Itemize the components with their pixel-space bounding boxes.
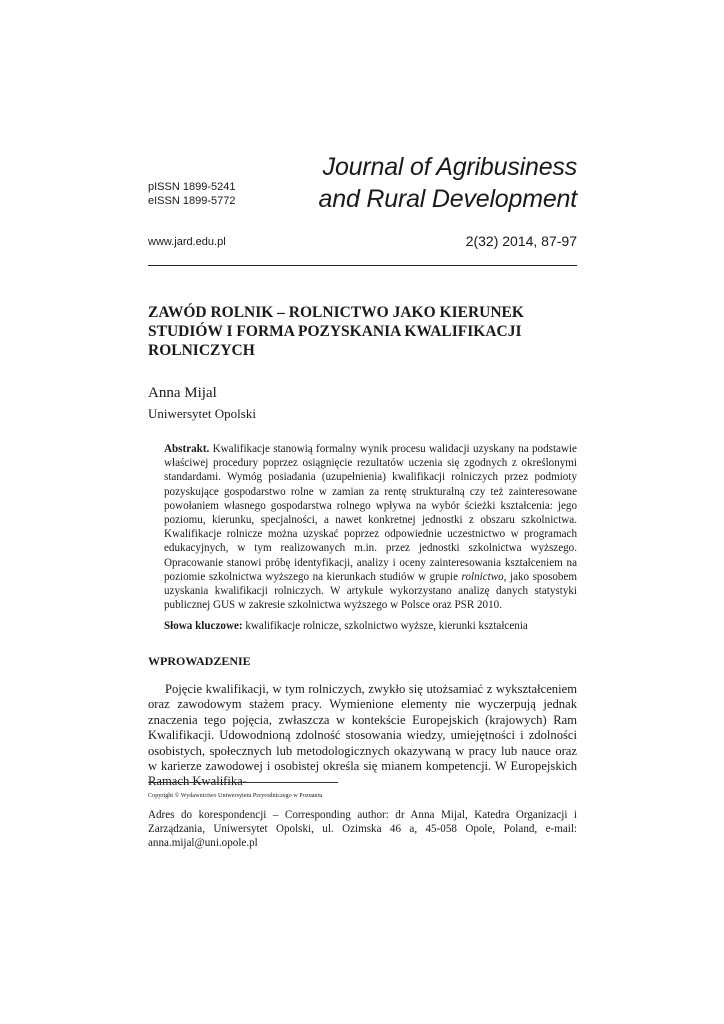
header-divider bbox=[148, 265, 577, 266]
article-title-line1: ZAWÓD ROLNIK – ROLNICTWO JAKO KIERUNEK bbox=[148, 304, 524, 321]
journal-website: www.jard.edu.pl bbox=[148, 236, 226, 248]
author-affiliation: Uniwersytet Opolski bbox=[148, 406, 256, 421]
pissn: pISSN 1899-5241 bbox=[148, 181, 236, 193]
correspondence-text: Adres do korespondencji – Corresponding author: dr Anna Mijal, Katedra Organizacji i Zarządzania, Uniwersytet Opolski, ul. Ozimska 46 a, 45-058 Opole, Poland, e-mail: anna.mijal@uni.opole.pl bbox=[148, 809, 577, 850]
body-paragraph: Pojęcie kwalifikacji, w tym rolniczych, zwykło się utożsamiać z wykształceniem oraz zawodowym stażem pracy. Wymienione elementy nie wyczerpują jednak znaczenia tego pojęcia, zwłaszcza w kontekście Europejskich (krajowych) Ram Kwalifikacji. Udowodnioną zdolność stosowania wiedzy, umiejętności i zdolności osobistych, społecznych lub metodologicznych okazywaną w pracy lub nauce oraz w karierze zawodowej i osobistej określa się mianem kompetencji. W Europejskich Ramach Kwalifika- bbox=[148, 682, 577, 789]
keywords bbox=[164, 619, 577, 633]
journal-title-line1: Journal of Agribusiness bbox=[322, 153, 577, 181]
abstract-italic-term: rolnictwo bbox=[461, 570, 504, 583]
body-text bbox=[148, 682, 577, 790]
article-title bbox=[148, 303, 577, 360]
copyright-notice: Copyright © Wydawnictwo Uniwersytetu Przyrodniczego w Poznaniu bbox=[148, 792, 323, 799]
author-name: Anna Mijal bbox=[148, 385, 217, 401]
volume-issue-pages: 2(32) 2014, 87-97 bbox=[465, 233, 577, 249]
section-heading: WPROWADZENIE bbox=[148, 654, 251, 668]
eissn: eISSN 1899-5772 bbox=[148, 195, 236, 207]
article-title-line3: ROLNICZYCH bbox=[148, 342, 255, 359]
footnote-divider bbox=[148, 782, 338, 783]
keywords-label: Słowa kluczowe: bbox=[164, 620, 243, 633]
abstract bbox=[164, 442, 577, 634]
abstract-paragraph bbox=[164, 442, 577, 612]
keywords-list: kwalifikacje rolnicze, szkolnictwo wyższe, kierunki kształcenia bbox=[242, 620, 528, 633]
journal-title-line2: and Rural Development bbox=[318, 185, 577, 213]
abstract-text-part2: , jako sposobem uzyskania kwalifikacji rolniczych. W artykule wykorzystano analizę danych statystyki publicznej GUS w zakresie szkolnictwa wyższego w Polsce oraz PSR 2010. bbox=[164, 570, 577, 612]
journal-title bbox=[319, 151, 577, 215]
correspondence-note bbox=[148, 808, 577, 851]
abstract-label: Abstrakt. bbox=[164, 443, 210, 455]
issn-block bbox=[148, 180, 235, 208]
abstract-text-part1: Kwalifikacje stanowią formalny wynik procesu walidacji uzyskany na podstawie właściwej procedury poprzez osiągnięcie rezultatów uczenia się zgodnych z określonymi standardami. Wymóg posiadania (uzupełnienia) kwalifikacji rolniczych przez podmioty pozyskujące gospodarstwo rolne w zamian za rentę strukturalną czy też zainteresowane powołaniem własnego gospodarstwa rolnego wpływa na wybór ścieżki kształcenia: jego poziomu, kierunku, specjalności, a nawet konkretnej jednostki z obszaru szkolnictwa. Kwalifikacje rolnicze można uzyskać poprzez odpowiednie uczestnictwo w programach edukacyjnych, w tym realizowanych m.in. przez jednostki szkolnictwa wyższego. Opracowanie stanowi próbę identyfikacji, analizy i oceny zainteresowania kształceniem na poziomie szkolnictwa wyższego na kierunkach studiów w grupie bbox=[164, 443, 577, 583]
article-title-line2: STUDIÓW I FORMA POZYSKANIA KWALIFIKACJI bbox=[148, 323, 522, 340]
